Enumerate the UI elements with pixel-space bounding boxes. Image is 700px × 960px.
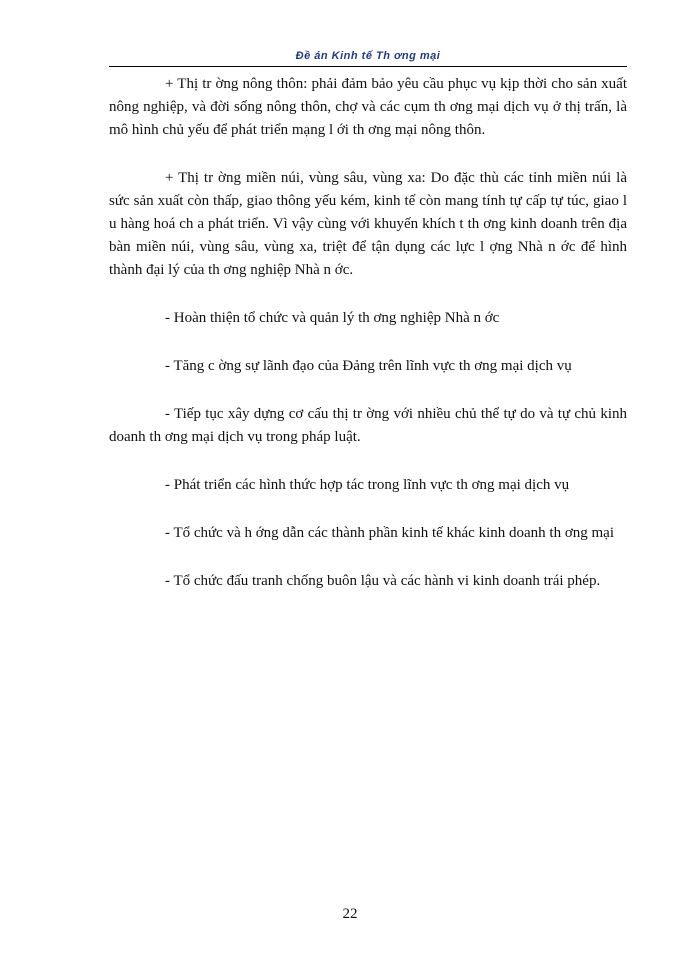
page-number: 22 [342,906,358,922]
paragraph-party-leadership: - Tăng c ờng sự lãnh đạo của Đảng trên lĩnh vực th ơng mại dịch vụ [165,358,572,374]
paragraph-anti-smuggling: - Tổ chức đấu tranh chống buôn lậu và các hành vi kinh doanh trái phép. [165,573,601,589]
paragraph-rural-market: + Thị tr ờng nông thôn: phải đảm bảo yêu cầu phục vụ kịp thời cho sản xuất nông nghiệp, và đời sống nông thôn, chợ và các cụm th ơng mại dịch vụ ở thị trấn, là mô hình chủ yếu để phát triển mạng l ới th ơng mại nông thôn. [109,76,627,138]
document-body [109,73,627,618]
running-header: Đề án Kinh tế Th ơng mại [295,50,441,62]
paragraph-state-commerce: - Hoàn thiện tổ chức và quản lý th ơng nghiệp Nhà n ớc [165,310,500,326]
paragraph-guidance: - Tổ chức và h ớng dẫn các thành phần kinh tế khác kinh doanh th ơng mại [165,525,615,541]
paragraph-mountain-market: + Thị tr ờng miền núi, vùng sâu, vùng xa: Do đặc thù các tỉnh miền núi là sức sản xuất còn thấp, giao thông yếu kém, kinh tế còn mang tính tự cấp tự túc, giao l u hàng hoá ch a phát triển. Vì vậy cùng với khuyến khích t th ơng kinh doanh trên địa bàn miền núi, vùng sâu, vùng xa, triệt để tận dụng các lực l ợng Nhà n ớc để hình thành đại lý của th ơng nghiệp Nhà n ớc. [109,170,627,278]
paragraph-cooperation: - Phát triển các hình thức hợp tác trong lĩnh vực th ơng mại dịch vụ [165,477,570,493]
header-divider [109,66,627,67]
paragraph-market-structure: - Tiếp tục xây dựng cơ cấu thị tr ờng với nhiều chủ thể tự do và tự chủ kinh doanh th ơng mại dịch vụ trong pháp luật. [109,406,627,445]
